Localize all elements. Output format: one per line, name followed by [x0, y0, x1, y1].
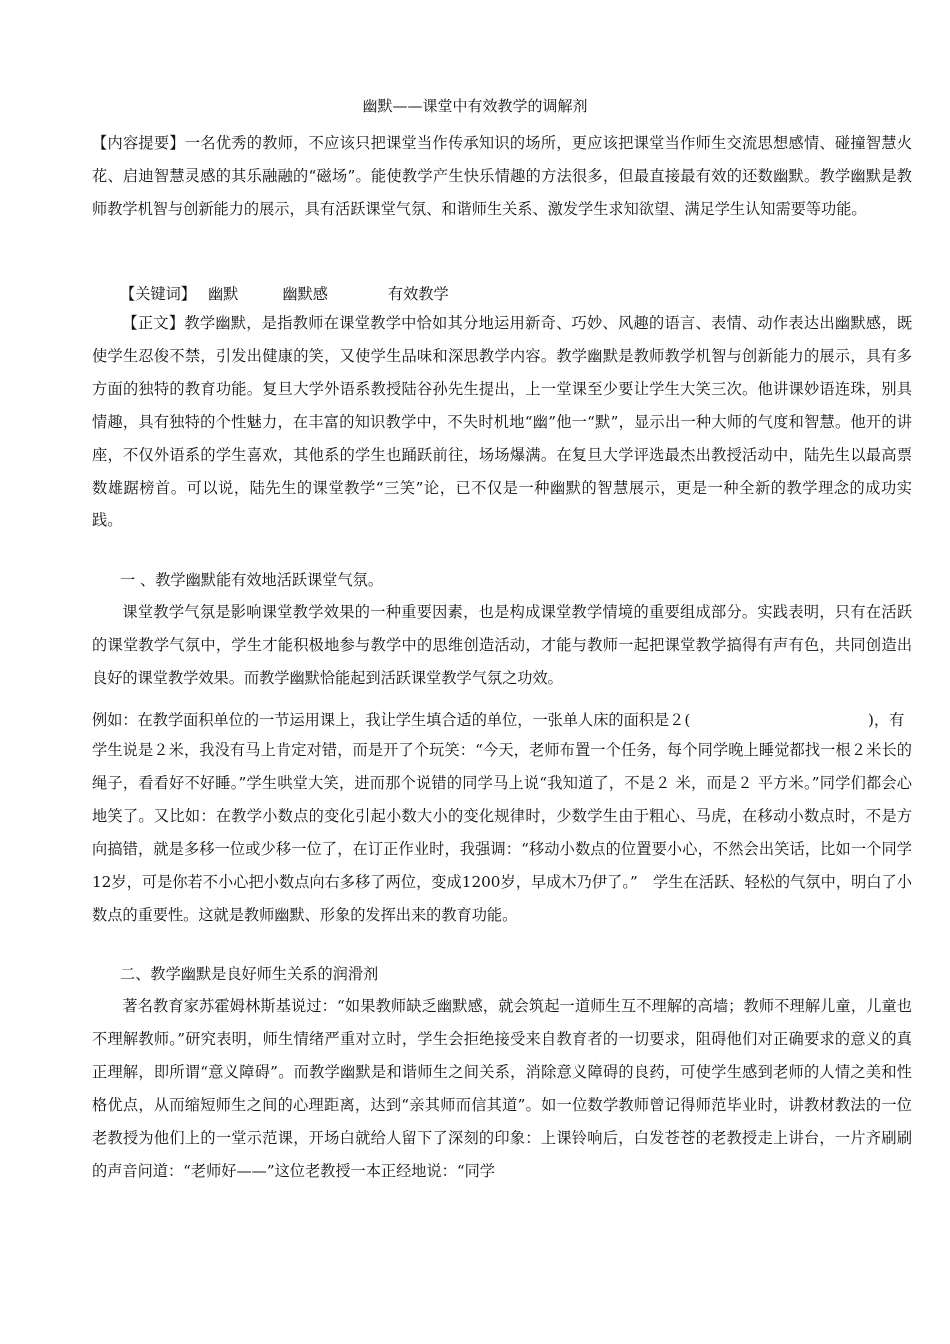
section-heading-1: 一 、教学幽默能有效地活跃课堂气氛。 — [120, 571, 384, 589]
keyword-item: 幽默 — [207, 285, 239, 303]
example-paragraph: 学生说是２米，我没有马上肯定对错，而是开了个玩笑：“今天，老师布置一个任务，每个同学晚上睡觉都找一根２米长的绳子，看看好不好睡。”学生哄堂大笑，进而那个说错的同学马上说“我知道了，不是２ 米，而是２ 平方米。”同学们都会心地笑了。又比如：在教学小数点的变化引起小数大小的变化规律时，少数学生由于粗心、马虎，在移动小数点时，不是方向搞错，就是多移一位或少移一位了，在订正作业时，我强调：“移动小数点的位置要小心，不然会出笑话，比如一个同学12岁，可是你若不小心把小数点向右多移了两位，变成1200岁，早成木乃伊了。” 学生在活跃、轻松的气氛中，明白了小数点的重要性。这就是教师幽默、形象的发挥出来的教育功能。 — [92, 741, 912, 924]
keyword-item: 有效教学 — [387, 285, 449, 303]
keywords-line — [120, 284, 449, 304]
abstract-paragraph: 【内容提要】一名优秀的教师，不应该只把课堂当作传承知识的场所，更应该把课堂当作师生交流思想感情、碰撞智慧火花、启迪智慧灵感的其乐融融的“磁场”。能使教学产生快乐情趣的方法很多，但最直接最有效的还数幽默。教学幽默是教师教学机智与创新能力的展示，具有活跃课堂气氛、和谐师生关系、激发学生求知欲望、满足学生认知需要等功能。 — [92, 134, 912, 218]
section-1-paragraph: 课堂教学气氛是影响课堂教学效果的一种重要因素，也是构成课堂教学情境的重要组成部分。实践表明，只有在活跃的课堂教学气氛中，学生才能积极地参与教学中的思维创造活动，才能与教师一起把课堂教学搞得有声有色，共同创造出良好的课堂教学效果。而教学幽默恰能起到活跃课堂教学气氛之功效。 — [92, 603, 912, 687]
section-heading-2: 二、教学幽默是良好师生关系的润滑剂 — [120, 965, 379, 983]
example-first-line — [92, 710, 690, 730]
document-title: 幽默——课堂中有效教学的调解剂 — [362, 97, 588, 115]
example-start-text: 例如：在教学面积单位的一节运用课上，我让学生填合适的单位，一张单人床的面积是２( — [92, 711, 691, 729]
section-2-paragraph: 著名教育家苏霍姆林斯基说过：“如果教师缺乏幽默感，就会筑起一道师生互不理解的高墙；教师不理解儿童，儿童也不理解教师。”研究表明，师生情绪严重对立时，学生会拒绝接受来自教育者的一切要求，阻碍他们对正确要求的意义的真正理解，即所谓“意义障碍”。而教学幽默是和谐师生之间关系，消除意义障碍的良药，可使学生感到老师的人情之美和性格优点，从而缩短师生之间的心理距离，达到“亲其师而信其道”。如一位数学教师曾记得师范毕业时，讲教材教法的一位老教授为他们上的一堂示范课，开场白就给人留下了深刻的印象：上课铃响后，白发苍苍的老教授走上讲台，一片齐刷刷的声音问道：“老师好——”这位老教授一本正经地说：“同学 — [92, 997, 912, 1180]
keyword-item: 幽默感 — [282, 285, 328, 303]
example-blank-end: )，有 — [868, 711, 905, 729]
keywords-label: 【关键词】 — [120, 285, 196, 303]
body-intro-paragraph: 【正文】教学幽默，是指教师在课堂教学中恰如其分地运用新奇、巧妙、风趣的语言、表情、动作表达出幽默感，既使学生忍俊不禁，引发出健康的笑，又使学生品味和深思教学内容。教学幽默是教师教学机智与创新能力的展示，具有多方面的独特的教育功能。复旦大学外语系教授陆谷孙先生提出，上一堂课至少要让学生大笑三次。他讲课妙语连珠，别具情趣，具有独特的个性魅力，在丰富的知识教学中，不失时机地“幽”他一“默”，显示出一种大师的气度和智慧。他开的讲座，不仅外语系的学生喜欢，其他系的学生也踊跃前往，场场爆满。在复旦大学评选最杰出教授活动中，陆先生以最高票数雄踞榜首。可以说，陆先生的课堂教学“三笑”论，已不仅是一种幽默的智慧展示，更是一种全新的教学理念的成功实践。 — [92, 314, 912, 530]
